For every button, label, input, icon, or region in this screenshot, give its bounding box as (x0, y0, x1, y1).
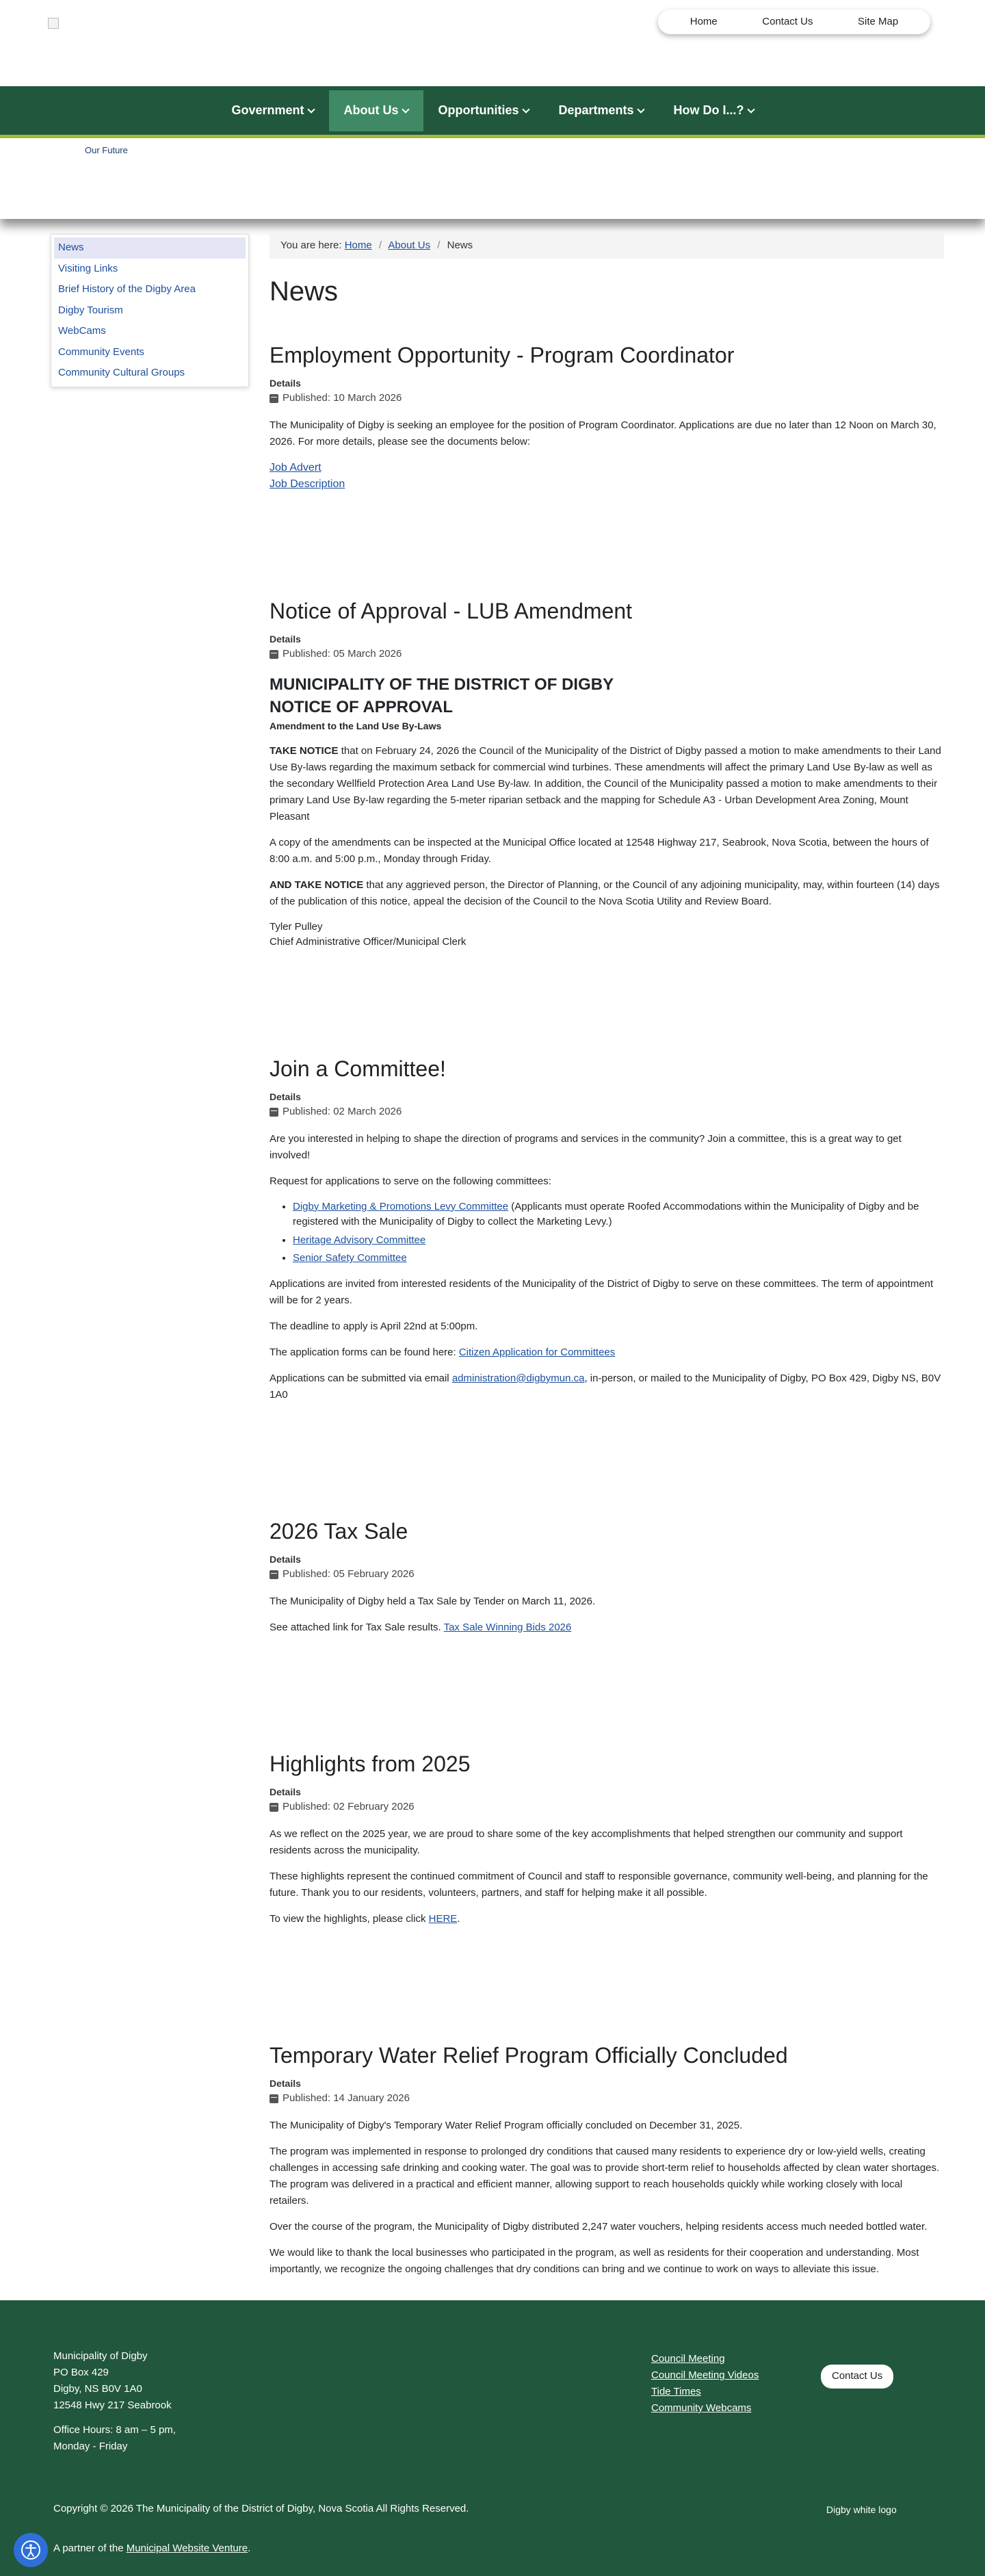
article-paragraph: The deadline to apply is April 22nd at 5:00pm. (270, 1320, 478, 1332)
news-article (270, 1751, 944, 1927)
notice-subheading: Amendment to the Land Use By-Laws (270, 720, 442, 731)
article-paragraph (270, 743, 944, 825)
signature-title: Chief Administrative Officer/Municipal Clerk (270, 936, 467, 948)
published-date (270, 2091, 944, 2107)
paragraph-text: Applications can be submitted via email (270, 1372, 452, 1384)
top-link-site-map[interactable]: Site Map (858, 15, 899, 27)
article-title[interactable]: Highlights from 2025 (270, 1751, 471, 1776)
page-title: News (270, 276, 339, 307)
nav-how-do-i[interactable] (659, 90, 769, 131)
main-content (270, 233, 944, 2360)
sidebar-item-visiting-links[interactable]: Visiting Links (58, 262, 118, 274)
details-label: Details (270, 634, 301, 645)
paragraph-text: To view the highlights, please click (270, 1912, 429, 1925)
top-link-home[interactable]: Home (690, 15, 718, 27)
hours-line: Office Hours: 8 am – 5 pm, (53, 2424, 176, 2436)
article-paragraph: The program was implemented in response to prolonged dry conditions that caused many residents to experience dry or low-yield wells, creating challenges in accessing safe drinking and cooking water. The goal was to provide short-term relief to households affected by clean water shortages. The program was delivered in a practical and efficient manner, allowing support to reach households quickly while working closely with local retailers. (270, 2145, 940, 2207)
address-line: Digby, NS B0V 1A0 (53, 2383, 142, 2395)
article-paragraph: The Municipality of Digby is seeking an employee for the position of Program Coordinator. Applications are due no later than 12 Noon on March 30, 2026. For more details, please see the documents below: (270, 419, 936, 447)
chevron-down-icon (307, 105, 315, 113)
article-title[interactable]: Employment Opportunity - Program Coordinator (270, 343, 735, 367)
paragraph-text: See attached link for Tax Sale results. (270, 1621, 444, 1633)
nav-departments[interactable] (544, 90, 659, 131)
signature-name: Tyler Pulley (270, 920, 323, 933)
details-label: Details (270, 1554, 301, 1565)
committee-link[interactable]: Senior Safety Committee (293, 1252, 407, 1264)
paragraph-text: that any aggrieved person, the Director of Planning, or the Council of any adjoining municipality, may, within fourteen (14) days of the publication of this notice, appeal the decision of the Council to the Nova Scotia Utility and Review Board. (270, 879, 940, 907)
published-date (270, 1799, 944, 1815)
article-paragraph: As we reflect on the 2025 year, we are proud to share some of the key accomplishments that helped strengthen our community and support residents across the municipality. (270, 1827, 903, 1856)
footer-link-council-videos[interactable]: Council Meeting Videos (651, 2369, 759, 2381)
details-label: Details (270, 378, 301, 389)
address-line: PO Box 429 (53, 2367, 109, 2378)
chevron-down-icon (637, 105, 644, 113)
article-paragraph: The Municipality of Digby held a Tax Sale by Tender on March 11, 2026. (270, 1595, 596, 1607)
sidebar-item-community-events[interactable]: Community Events (58, 346, 144, 358)
sidebar (51, 234, 249, 387)
breadcrumb-current: News (447, 239, 473, 251)
published-text: Published: 02 March 2026 (283, 1106, 402, 1118)
notice-heading: NOTICE OF APPROVAL (270, 698, 454, 717)
nav-label: Departments (558, 103, 634, 117)
partner-note (53, 2541, 250, 2557)
nav-about-us[interactable] (329, 90, 423, 131)
nav-label: Opportunities (438, 103, 519, 117)
published-date (270, 1104, 944, 1120)
tax-sale-link[interactable]: Tax Sale Winning Bids 2026 (443, 1621, 572, 1633)
spacer (270, 1645, 944, 1721)
published-text: Published: 10 March 2026 (283, 392, 402, 404)
article-paragraph (270, 1911, 944, 1927)
list-item (293, 1251, 944, 1266)
article-paragraph: Request for applications to serve on the following committees: (270, 1175, 551, 1187)
committee-list (293, 1199, 944, 1266)
footer-links (651, 2351, 759, 2417)
news-article (270, 342, 944, 493)
calendar-icon (270, 2094, 278, 2103)
nav-label: About Us (343, 103, 399, 117)
details-label: Details (270, 1786, 301, 1798)
article-title[interactable]: Join a Committee! (270, 1056, 446, 1081)
breadcrumb-separator: / (378, 239, 382, 251)
article-title[interactable]: Notice of Approval - LUB Amendment (270, 598, 633, 623)
article-paragraph (270, 1370, 944, 1403)
calendar-icon (270, 650, 278, 659)
partner-link[interactable]: Municipal Website Venture (126, 2542, 248, 2554)
chevron-down-icon (747, 105, 754, 113)
breadcrumb-home[interactable]: Home (344, 239, 372, 251)
footer-hours (53, 2422, 176, 2455)
accessibility-button[interactable] (14, 2533, 48, 2567)
published-text: Published: 14 January 2026 (283, 2092, 410, 2105)
logo-tagline: Our Future (85, 145, 128, 155)
highlights-link[interactable]: HERE (428, 1912, 458, 1925)
site-logo[interactable] (48, 18, 59, 29)
calendar-icon (270, 1803, 278, 1812)
article-paragraph: Applications are invited from interested residents of the Municipality of the District of Digby to serve on these committees. The term of appointment will be for 2 years. (270, 1277, 934, 1306)
breadcrumb-separator: / (437, 239, 441, 251)
article-paragraph (270, 877, 944, 910)
site-header (0, 0, 985, 219)
news-article (270, 1518, 944, 1636)
paragraph-text: The application forms can be found here: (270, 1346, 459, 1358)
breadcrumb (270, 233, 944, 259)
news-article (270, 598, 944, 950)
spacer (270, 493, 944, 568)
job-description-link[interactable]: Job Description (270, 478, 345, 490)
paragraph-text: that on February 24, 2026 the Council of the Municipality of the District of Digby passed a motion to make amendments to their Land Use By-laws regarding the maximum setback for commercial wind turbines. These amendments will affect the primary Land Use By-law as well as the secondary Wellfield Protection Area Land Use By-law. In addition, the Council of the Municipality passed a motion to make amendments to their primary Land Use By-law regarding the 5-meter riparian setback and the mapping for Schedule A3 - Urban Development Area Zoning, Mount Pleasant (270, 744, 941, 822)
published-date (270, 647, 944, 662)
footer-logo: Digby white logo (826, 2504, 897, 2515)
nav-label: Government (231, 103, 304, 117)
sidebar-item-cultural-groups[interactable]: Community Cultural Groups (58, 367, 185, 378)
article-paragraph: Over the course of the program, the Municipality of Digby distributed 2,247 water vouchers, helping residents access much needed bottled water. (270, 2220, 928, 2233)
breadcrumb-prefix: You are here: (280, 239, 342, 251)
footer-link-tide-times[interactable]: Tide Times (651, 2386, 701, 2397)
published-date (270, 1567, 944, 1583)
partner-text: A partner of the (53, 2542, 127, 2554)
top-link-contact-us[interactable]: Contact Us (762, 15, 813, 27)
chevron-down-icon (522, 105, 529, 113)
footer-contact-button[interactable]: Contact Us (821, 2365, 893, 2389)
address-line: Municipality of Digby (53, 2350, 148, 2362)
email-link[interactable]: administration@digbymun.ca (451, 1372, 585, 1384)
article-title[interactable]: 2026 Tax Sale (270, 1518, 408, 1544)
paragraph-text: . (457, 1912, 460, 1925)
article-paragraph: A copy of the amendments can be inspected at the Municipal Office located at 12548 Highway 217, Seabrook, Nova Scotia, between the hours of 8:00 a.m. and 5:00 p.m., Monday through Friday. (270, 836, 929, 865)
article-paragraph: These highlights represent the continued commitment of Council and staff to responsible governance, community well-being, and planning for the future. Thank you to our residents, volunteers, partners, and staff for helping make it all possible. (270, 1870, 928, 1899)
calendar-icon (270, 1570, 278, 1579)
article-paragraph (270, 1619, 944, 1636)
list-item (293, 1233, 944, 1249)
accessibility-icon (21, 2540, 41, 2560)
article-title[interactable]: Temporary Water Relief Program Officially Concluded (270, 2042, 788, 2068)
committee-link[interactable]: Heritage Advisory Committee (293, 1234, 426, 1246)
details-label: Details (270, 2078, 301, 2090)
address-line: 12548 Hwy 217 Seabrook (53, 2399, 172, 2411)
published-date (270, 391, 944, 406)
chevron-down-icon (402, 105, 409, 113)
nav-opportunities[interactable] (423, 90, 544, 131)
take-notice-label: TAKE NOTICE (270, 744, 339, 757)
notice-heading: MUNICIPALITY OF THE DISTRICT OF DIGBY (270, 675, 614, 694)
paragraph-text: , in-person, or mailed to the Municipality of Digby, PO Box 429, Digby NS, B0V 1A0 (270, 1372, 941, 1401)
utility-nav (658, 10, 930, 34)
application-form-link[interactable]: Citizen Application for Committees (458, 1346, 616, 1358)
nav-label: How Do I...? (673, 103, 744, 117)
sidebar-item-history[interactable]: Brief History of the Digby Area (58, 283, 196, 295)
committee-link[interactable]: Digby Marketing & Promotions Levy Committee (293, 1200, 509, 1212)
job-advert-link[interactable]: Job Advert (270, 461, 321, 473)
spacer (270, 950, 944, 1026)
copyright: Copyright © 2026 The Municipality of the District of Digby, Nova Scotia All Rights Reserved. (53, 2503, 469, 2514)
spacer (270, 1937, 944, 2012)
published-text: Published: 05 February 2026 (283, 1568, 415, 1580)
sidebar-item-webcams[interactable]: WebCams (58, 325, 106, 337)
committee-note: (Applicants must operate Roofed Accommodations within the Municipality of Digby and be registered with the Municipality of Digby to collect the Marketing Levy.) (293, 1200, 919, 1228)
breadcrumb-about-us[interactable]: About Us (388, 239, 431, 251)
calendar-icon (270, 1108, 278, 1117)
site-footer (0, 2300, 985, 2576)
and-take-notice-label: AND TAKE NOTICE (270, 879, 364, 891)
article-paragraph (270, 1344, 944, 1361)
footer-address (53, 2348, 172, 2414)
details-label: Details (270, 1091, 301, 1103)
calendar-icon (270, 394, 278, 403)
nav-government[interactable] (216, 90, 328, 131)
news-article (270, 1056, 944, 1403)
published-text: Published: 05 March 2026 (283, 648, 402, 660)
sidebar-item-tourism[interactable]: Digby Tourism (58, 304, 123, 316)
hours-line: Monday - Friday (53, 2441, 128, 2452)
partner-text: . (248, 2542, 251, 2554)
article-paragraph: Are you interested in helping to shape the direction of programs and services in the community? Join a committee, this is a great way to get involved! (270, 1132, 902, 1161)
article-paragraph: The Municipality of Digby's Temporary Water Relief Program officially concluded on December 31, 2025. (270, 2119, 743, 2131)
footer-link-webcams[interactable]: Community Webcams (651, 2402, 752, 2414)
main-nav (0, 86, 985, 138)
news-article (270, 2042, 944, 2278)
published-text: Published: 02 February 2026 (283, 1801, 415, 1813)
list-item (293, 1199, 944, 1230)
footer-link-council-meeting[interactable]: Council Meeting (651, 2353, 725, 2365)
sidebar-item-news[interactable]: News (54, 237, 246, 259)
article-paragraph: We would like to thank the local businesses who participated in the program, as well as residents for their cooperation and understanding. Most importantly, we recognize the ongoing challenges that dry conditions can bring and we continue to work on ways to alleviate this issue. (270, 2246, 919, 2275)
spacer (270, 1413, 944, 1488)
